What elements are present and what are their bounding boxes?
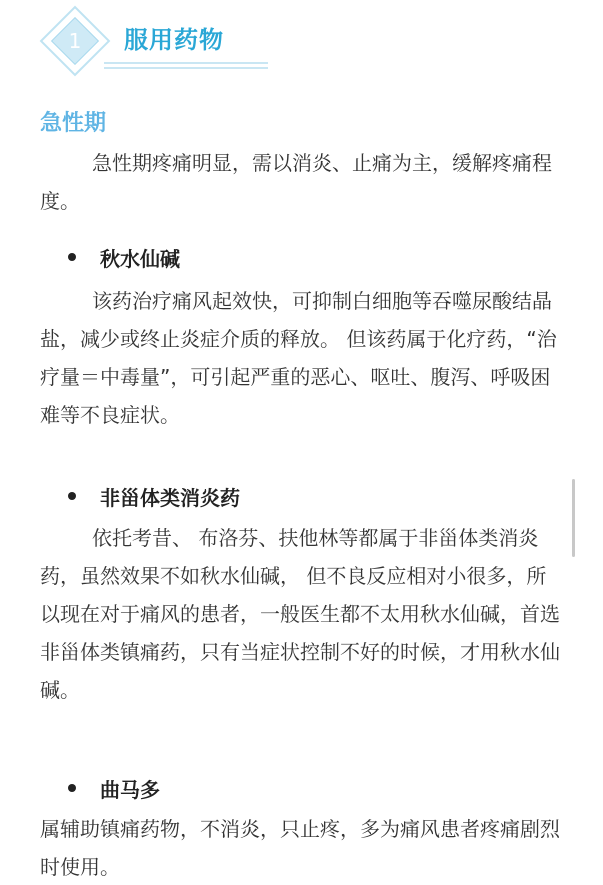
item-paragraph-1: 该药治疗痛风起效快，可抑制白细胞等吞噬尿酸结晶盐，减少或终止炎症介质的释放。 但该药属于化疗药，“治疗量＝中毒量”，可引起严重的恶心、呕吐、腹泻、呼吸困难等不良症状。: [40, 289, 557, 427]
item-paragraph-3: 属辅助镇痛药物，不消炎，只止疼，多为痛风患者疼痛剧烈时使用。: [40, 817, 560, 879]
bullet-title: 秋水仙碱: [100, 246, 180, 271]
header-title: 服用药物: [124, 26, 224, 54]
bullet-title: 非甾体类消炎药: [100, 485, 240, 510]
bullet-title: 曲马多: [100, 777, 160, 802]
bullet-dot-icon: [68, 492, 76, 500]
item-paragraph-2: 依托考昔、 布洛芬、扶他林等都属于非甾体类消炎药，虽然效果不如秋水仙碱， 但不良反应相对小很多，所以现在对于痛风的患者，一般医生都不太用秋水仙碱，首选非甾体类镇痛药，只有当症状控制不好的时候，才用秋水仙碱。: [40, 526, 560, 702]
bullet-item-3: [68, 770, 160, 806]
scrollbar[interactable]: [572, 479, 575, 557]
intro-paragraph: 急性期疼痛明显，需以消炎、止痛为主，缓解疼痛程度。: [40, 151, 552, 213]
header-underline: [104, 62, 268, 64]
section-number: 1: [68, 29, 82, 53]
bullet-item-1: [68, 239, 180, 275]
bullet-dot-icon: [68, 253, 76, 261]
header-underline-2: [104, 67, 268, 69]
section-title: 急性期: [40, 111, 107, 136]
section-header: [40, 10, 280, 74]
bullet-item-2: [68, 478, 240, 514]
bullet-dot-icon: [68, 784, 76, 792]
